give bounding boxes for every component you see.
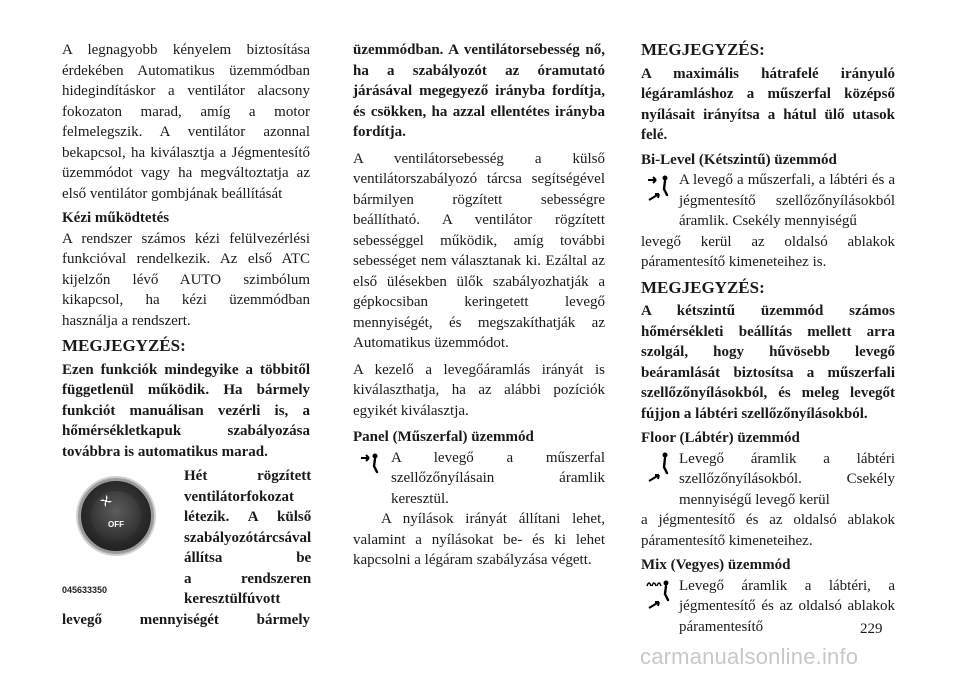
off-label: OFF [108,520,124,529]
mix-block [641,576,895,638]
column-right [641,40,895,637]
knob-line: létezik. A külső [184,509,312,525]
floor-continued: a jégmentesítő és az oldalsó ablakok páramentesítő kimeneteihez. [641,512,895,549]
column-left [62,40,310,630]
knob-line: állítsa be [184,550,312,566]
knob-line: ventilátorfokozat [184,488,294,505]
manual-paragraph: A rendszer számos kézi felülvezérlési funkcióval rendelkezik. Az első ATC kijelzőn lévő AUTO szimbólum kikapcsol, ha kézi üzemmódban használja a rendszert. [62,230,310,329]
manual-heading: Kézi működtetés [62,210,170,226]
note2-text: A maximális hátrafelé irányuló légáramláshoz a műszerfal középső nyílásait irányítsa a hátul ülő utasok felé. [641,65,895,143]
bilevel-block [641,170,895,232]
page-number: 229 [860,621,883,637]
watermark: carmanualsonline.info [640,644,859,669]
knob-last-line: levegő mennyiségét bármely [62,611,310,628]
note1-heading: MEGJEGYZÉS: [62,336,186,355]
column-middle [353,40,605,575]
fan-icon [100,495,112,507]
blower-knob-image [78,478,154,554]
knob-line: Hét rögzített [184,468,312,484]
fan-speed-paragraph: A ventilátorsebesség a külső ventilátorszabályozó tárcsa segítségével bármilyen rögzített sebességre beállítható. A ventilátor rögzített sebességgel működik, amíg további sebességet nem választanak ki. Ezáltal az első ülésekben ülők szabályozhatják a gépkocsiban keringetett levegő mennyiségét, és megszakíthatják az Automatikus üzemmódot. [353,150,605,351]
panel-heading: Panel (Műszerfal) üzemmód [353,429,534,445]
floor-block [641,449,895,511]
blower-knob-figure [62,466,184,606]
bilevel-continued: levegő kerül az oldalsó ablakok páramentesítő kimeneteihez is. [641,233,895,270]
knob-section [62,466,310,610]
airflow-paragraph: A kezelő a levegőáramlás irányát is kiválaszthatja, ha az alábbi pozíciók egyikét kiválasztja. [353,361,605,419]
bilevel-mode-icon [645,174,671,204]
bold-continuation: üzemmódban. A ventilátorsebesség nő, ha a szabályozót az óramutató járásával megegyező irányba fordítja, és csökken, ha azzal ellentétes irányba fordítja. [353,42,605,140]
floor-text: Levegő áramlik a lábtéri szellőzőnyílásokból. Csekély mennyiségű levegő kerül [679,450,895,508]
note3-text: A kétszintű üzemmód számos hőmérsékleti beállítás mellett arra szolgál, hogy hűvösebb levegő beáramlását biztosítsa a műszerfali szellőzőnyílásokból, és meleg levegőt fújjon a lábtéri szellőzőnyílásokból. [641,303,895,422]
note2-heading: MEGJEGYZÉS: [641,40,765,59]
floor-mode-icon [645,451,671,485]
bilevel-text: A levegő a műszerfali, a lábtéri és a jégmentesítő szellőzőnyílásokból áramlik. Csekély mennyiségű [679,172,895,229]
mix-text: Levegő áramlik a lábtéri, a jégmentesítő és az oldalsó ablakok páramentesítő [679,577,895,635]
floor-heading: Floor (Lábtér) üzemmód [641,430,800,446]
panel-text: A levegő a műszerfal szellőzőnyílásain áramlik keresztül. [391,449,605,507]
knob-line: a rendszeren [184,570,312,587]
mix-mode-icon [645,578,671,612]
note1-text: Ezen funkciók mindegyike a többitől függetlenül működik. Ha bármely funkciót manuálisan vezérli is, a hőmérsékletkapuk szabályozása továbbra is automatikus marad. [62,361,310,460]
knob-line: szabályozótárcsával [184,529,312,546]
panel-text-2: A nyílások irányát állítani lehet, valamint a nyílásokat be- és ki lehet kapcsolni a légáram szabályzása végett. [353,511,605,568]
note3-heading: MEGJEGYZÉS: [641,277,765,297]
intro-paragraph: A legnagyobb kényelem biztosítása érdekében Automatikus üzemmódban hidegindításkor a ventilátor alacsony fokozaton marad, amíg a motor felmelegszik. A ventilátor azonnal bekapcsol, ha kiválasztja a Jégmentesítő üzemmódot vagy ha megváltoztatja az első ventilátor gombjának beállítását [62,42,310,202]
knob-side-text [184,466,311,610]
mix-heading: Mix (Vegyes) üzemmód [641,557,791,573]
bilevel-heading: Bi-Level (Kétszintű) üzemmód [641,151,837,168]
panel-mode-block [353,448,605,510]
knob-line: keresztülfúvott [184,591,281,607]
panel-mode-icon [359,452,381,478]
image-code: 045633350 [62,585,108,595]
